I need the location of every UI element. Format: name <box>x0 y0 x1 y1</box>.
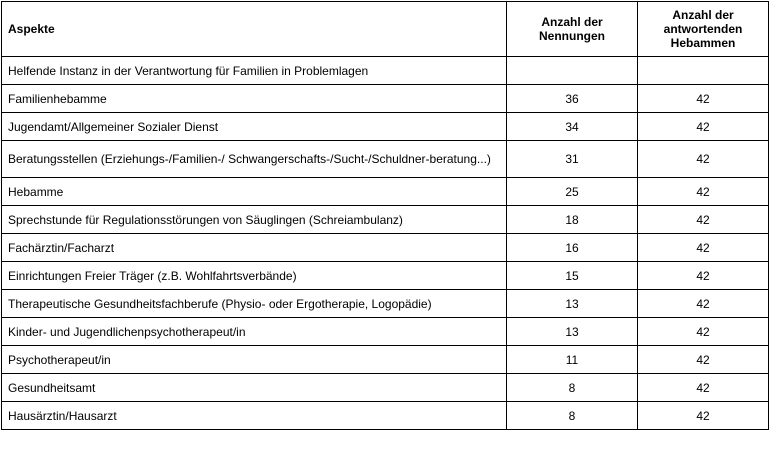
table-row <box>2 206 769 234</box>
section-label: Helfende Instanz in der Verantwortung für Familien in Problemlagen <box>2 57 507 85</box>
mentions-cell: 11 <box>507 346 638 374</box>
results-table <box>1 1 769 430</box>
respondents-cell: 42 <box>638 374 769 402</box>
header-row <box>2 2 769 57</box>
table-row <box>2 262 769 290</box>
table-row <box>2 234 769 262</box>
aspect-cell: Jugendamt/Allgemeiner Sozialer Dienst <box>2 113 507 141</box>
mentions-cell: 31 <box>507 141 638 178</box>
aspect-cell: Beratungsstellen (Erziehungs-/Familien-/ Schwangerschafts-/Sucht-/Schuldner-beratung...) <box>2 141 507 178</box>
mentions-cell: 18 <box>507 206 638 234</box>
aspect-cell: Psychotherapeut/in <box>2 346 507 374</box>
mentions-cell: 16 <box>507 234 638 262</box>
mentions-cell: 13 <box>507 290 638 318</box>
aspect-cell: Therapeutische Gesundheitsfachberufe (Physio- oder Ergotherapie, Logopädie) <box>2 290 507 318</box>
aspect-cell: Gesundheitsamt <box>2 374 507 402</box>
respondents-cell: 42 <box>638 346 769 374</box>
respondents-cell: 42 <box>638 206 769 234</box>
aspect-cell: Sprechstunde für Regulationsstörungen von Säuglingen (Schreiambulanz) <box>2 206 507 234</box>
respondents-cell: 42 <box>638 290 769 318</box>
mentions-cell: 15 <box>507 262 638 290</box>
mentions-cell: 8 <box>507 374 638 402</box>
table-row <box>2 346 769 374</box>
table-row <box>2 141 769 178</box>
respondents-cell: 42 <box>638 141 769 178</box>
header-nennungen: Anzahl der Nennungen <box>507 2 638 57</box>
mentions-cell: 36 <box>507 85 638 113</box>
respondents-cell: 42 <box>638 318 769 346</box>
aspect-cell: Hausärztin/Hausarzt <box>2 402 507 430</box>
table-row <box>2 290 769 318</box>
mentions-cell: 25 <box>507 178 638 206</box>
empty-cell <box>507 57 638 85</box>
table-row <box>2 85 769 113</box>
empty-cell <box>638 57 769 85</box>
section-row <box>2 57 769 85</box>
respondents-cell: 42 <box>638 262 769 290</box>
respondents-cell: 42 <box>638 85 769 113</box>
table-row <box>2 178 769 206</box>
respondents-cell: 42 <box>638 402 769 430</box>
aspect-cell: Kinder- und Jugendlichenpsychotherapeut/in <box>2 318 507 346</box>
aspect-cell: Hebamme <box>2 178 507 206</box>
respondents-cell: 42 <box>638 113 769 141</box>
header-aspekte: Aspekte <box>2 2 507 57</box>
respondents-cell: 42 <box>638 234 769 262</box>
mentions-cell: 13 <box>507 318 638 346</box>
table-row <box>2 402 769 430</box>
mentions-cell: 34 <box>507 113 638 141</box>
aspect-cell: Familienhebamme <box>2 85 507 113</box>
mentions-cell: 8 <box>507 402 638 430</box>
aspect-cell: Einrichtungen Freier Träger (z.B. Wohlfahrtsverbände) <box>2 262 507 290</box>
table-row <box>2 374 769 402</box>
header-hebammen: Anzahl der antwortenden Hebammen <box>638 2 769 57</box>
table-row <box>2 318 769 346</box>
respondents-cell: 42 <box>638 178 769 206</box>
table-row <box>2 113 769 141</box>
aspect-cell: Fachärztin/Facharzt <box>2 234 507 262</box>
